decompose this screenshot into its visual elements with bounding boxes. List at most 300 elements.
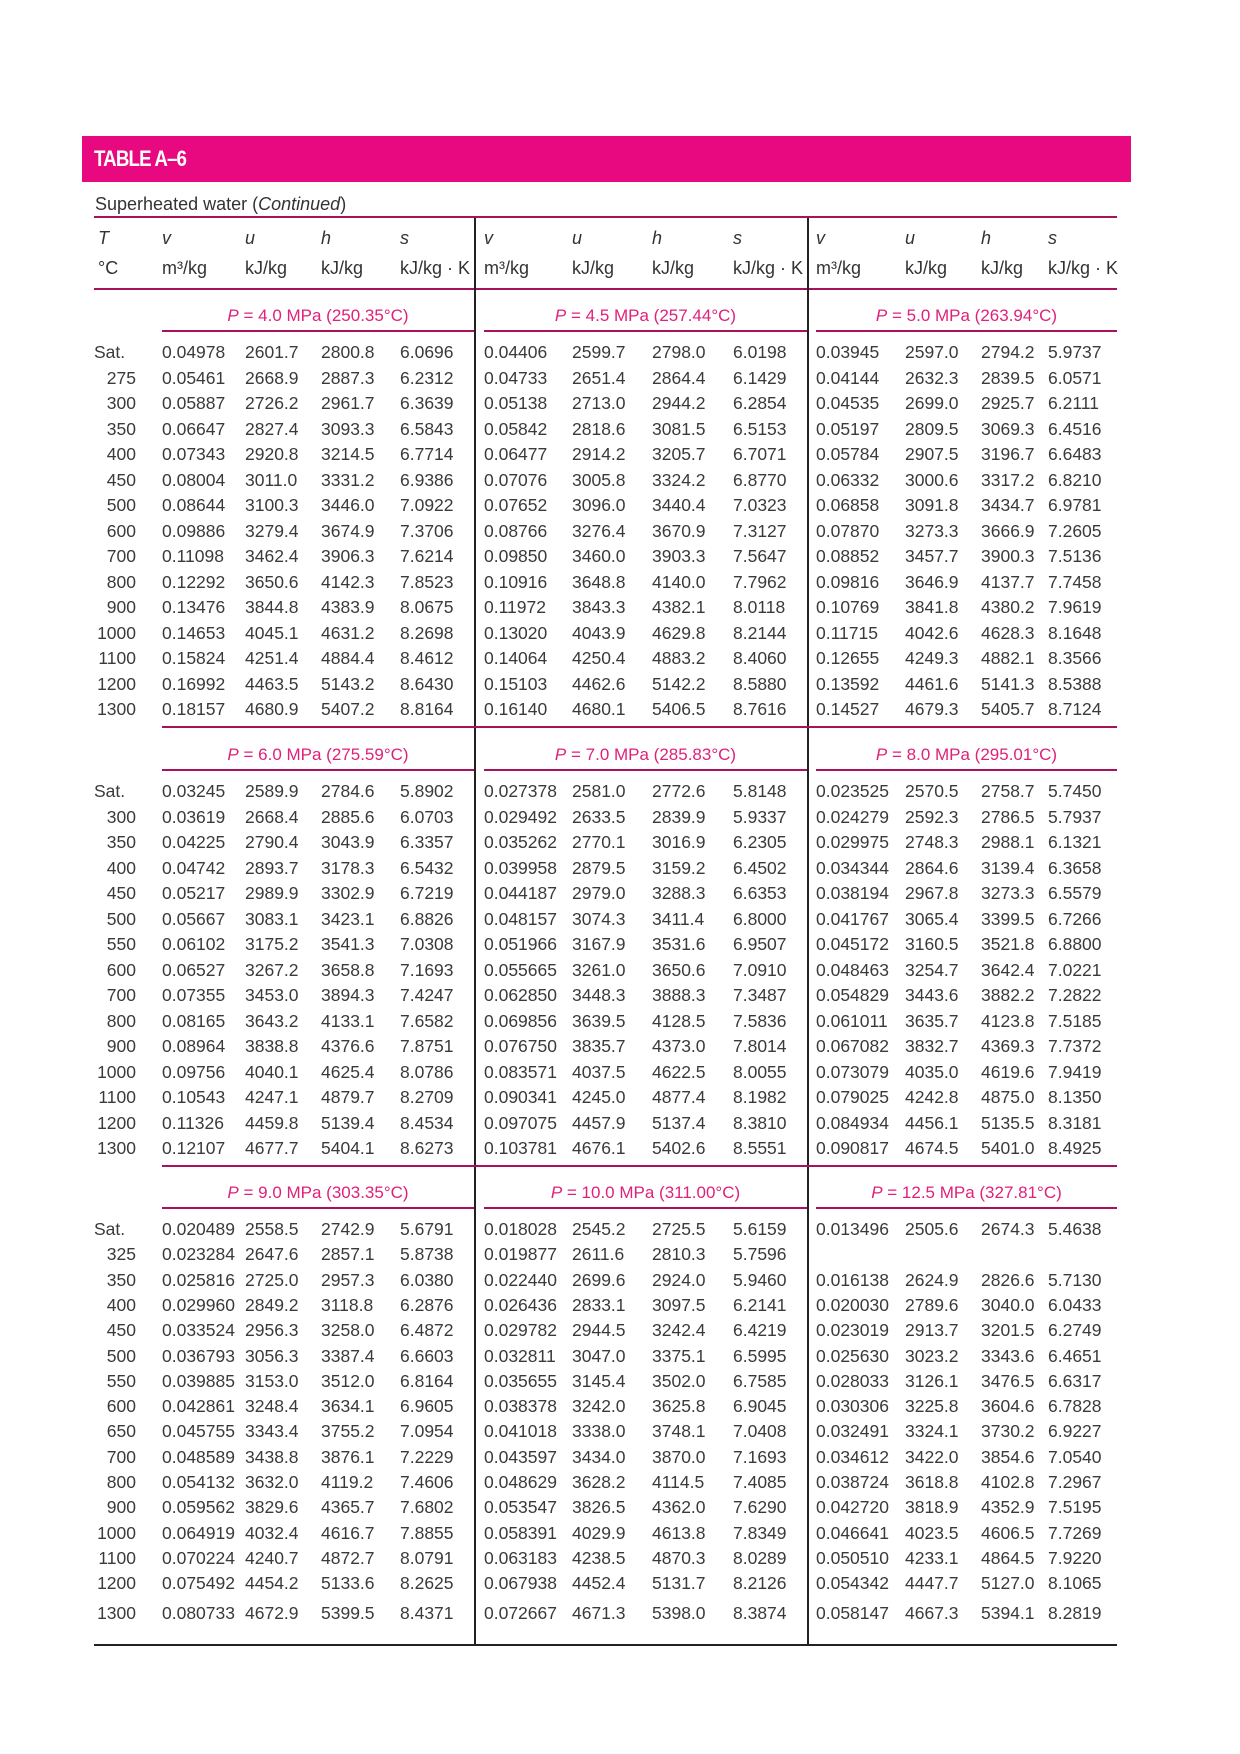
- table-cell: 3625.8: [652, 1396, 706, 1417]
- table-cell: 6.7828: [1048, 1396, 1102, 1417]
- table-cell: 0.018028: [484, 1219, 557, 1239]
- table-cell: 5.6159: [733, 1219, 787, 1239]
- table-cell: 3167.9: [572, 934, 626, 954]
- table-cell: 3126.1: [905, 1370, 959, 1391]
- table-cell: 3755.2: [321, 1421, 375, 1442]
- table-cell: 7.6582: [400, 1010, 454, 1031]
- table-cell: 0.10769: [816, 597, 880, 617]
- section-rule: [484, 330, 807, 332]
- table-cell: 0.030306: [816, 1396, 889, 1417]
- table-cell: 0.022440: [484, 1269, 557, 1290]
- table-cell: 7.8855: [400, 1522, 454, 1543]
- table-cell: 3338.0: [572, 1421, 626, 1442]
- header-symbol: h: [652, 228, 663, 248]
- table-cell: 4619.6: [981, 1061, 1035, 1082]
- table-cell: 0.062850: [484, 985, 557, 1005]
- pressure-title: P = 4.0 MPa (250.35°C): [227, 306, 409, 325]
- table-cell: 0.04742: [162, 857, 226, 878]
- table-cell: 6.5995: [733, 1345, 787, 1366]
- table-cell: 0.029960: [162, 1294, 235, 1315]
- table-cell: 8.2819: [1048, 1602, 1102, 1623]
- table-cell: 4251.4: [245, 648, 299, 668]
- header-unit: kJ/kg: [321, 258, 364, 278]
- table-cell: 3273.3: [905, 520, 959, 541]
- table-cell: 3829.6: [245, 1497, 299, 1518]
- table-cell: 7.1693: [733, 1446, 787, 1467]
- table-cell: 2956.3: [245, 1320, 299, 1341]
- table-cell: 3411.4: [652, 908, 705, 929]
- table-cell: 7.8523: [400, 571, 454, 592]
- table-cell: 5404.1: [321, 1138, 375, 1158]
- section-end-rule: [162, 726, 1117, 728]
- table-cell: 2887.3: [321, 367, 375, 388]
- table-cell: 6.2749: [1048, 1320, 1102, 1341]
- table-cell: 3145.4: [572, 1370, 626, 1391]
- table-cell: 0.10916: [484, 571, 548, 592]
- table-cell: 3900.3: [981, 546, 1035, 566]
- table-cell: 3854.6: [981, 1446, 1035, 1467]
- table-cell: 4613.8: [652, 1522, 706, 1543]
- table-cell: 7.0408: [733, 1421, 787, 1442]
- table-cell: 3635.7: [905, 1010, 959, 1031]
- table-cell: 2849.2: [245, 1294, 299, 1315]
- table-cell: 3632.0: [245, 1472, 299, 1492]
- table-cell: 0.15824: [162, 648, 226, 668]
- section-rule: [162, 769, 474, 771]
- table-cell: 4137.7: [981, 571, 1035, 592]
- table-cell: 8.6273: [400, 1138, 454, 1158]
- table-cell: 0.028033: [816, 1370, 889, 1391]
- pressure-title: P = 12.5 MPa (327.81°C): [871, 1183, 1062, 1202]
- pressure-title: P = 7.0 MPa (285.83°C): [554, 745, 737, 764]
- temperature-cell: 1200: [97, 1573, 136, 1594]
- table-cell: 4029.9: [572, 1522, 626, 1543]
- header-rule: [94, 288, 1117, 290]
- table-cell: 3674.9: [321, 520, 375, 541]
- table-cell: 2833.1: [572, 1294, 626, 1315]
- table-cell: 5135.5: [981, 1112, 1035, 1133]
- table-cell: 5405.7: [981, 699, 1035, 719]
- table-cell: 3460.0: [572, 546, 626, 566]
- table-cell: 0.11098: [162, 546, 224, 566]
- temperature-cell: 300: [106, 806, 136, 827]
- table-cell: 8.4612: [400, 648, 454, 668]
- table-cell: 4123.8: [981, 1010, 1035, 1031]
- temperature-cell: Sat.: [94, 1219, 126, 1239]
- table-cell: 0.048463: [816, 959, 889, 980]
- table-cell: 0.084934: [816, 1112, 889, 1133]
- table-cell: 4119.2: [321, 1472, 374, 1492]
- table-cell: 0.05842: [484, 418, 548, 439]
- table-cell: 0.07076: [484, 469, 548, 490]
- header-unit: kJ/kg · K: [1048, 258, 1119, 278]
- table-cell: 5402.6: [652, 1138, 706, 1158]
- table-cell: 3047.0: [572, 1345, 626, 1366]
- table-cell: 0.083571: [484, 1061, 557, 1082]
- table-cell: 8.5388: [1048, 673, 1102, 694]
- table-cell: 3670.9: [652, 520, 706, 541]
- table-cell: 2725.5: [652, 1219, 706, 1239]
- table-cell: 3016.9: [652, 832, 706, 852]
- table-cell: 0.038194: [816, 883, 889, 903]
- temperature-cell: 400: [106, 444, 136, 464]
- header-symbol: T: [98, 228, 109, 248]
- temperature-cell: 350: [106, 1269, 136, 1290]
- table-cell: 0.11326: [162, 1112, 224, 1133]
- table-cell: 6.2111: [1048, 393, 1099, 413]
- table-cell: 0.020030: [816, 1294, 889, 1315]
- table-cell: 7.7269: [1048, 1522, 1102, 1543]
- table-cell: 0.080733: [162, 1602, 235, 1623]
- table-cell: 0.08004: [162, 469, 226, 490]
- table-cell: 2597.0: [905, 342, 959, 362]
- table-cell: 0.04733: [484, 367, 548, 388]
- table-cell: 5407.2: [321, 699, 375, 719]
- table-cell: 3331.2: [321, 469, 375, 490]
- table-cell: 8.7616: [733, 699, 787, 719]
- header-symbol: u: [905, 228, 916, 248]
- table-cell: 0.09886: [162, 520, 226, 541]
- table-cell: 3267.2: [245, 959, 299, 980]
- section-rule: [484, 1207, 807, 1209]
- header-symbol: s: [733, 228, 742, 248]
- table-cell: 8.4060: [733, 648, 787, 668]
- table-cell: 3178.3: [321, 857, 375, 878]
- table-cell: 7.4247: [400, 985, 454, 1005]
- table-cell: 0.05138: [484, 393, 548, 413]
- table-cell: 3317.2: [981, 469, 1035, 490]
- table-cell: 0.045172: [816, 934, 889, 954]
- table-cell: 0.029975: [816, 832, 889, 852]
- table-cell: 2505.6: [905, 1219, 959, 1239]
- temperature-cell: Sat.: [94, 342, 126, 362]
- table-cell: 6.6353: [733, 883, 787, 903]
- pressure-title: P = 10.0 MPa (311.00°C): [550, 1183, 741, 1202]
- table-cell: 5.9337: [733, 806, 787, 827]
- table-cell: 5.7596: [733, 1244, 787, 1265]
- header-symbol: s: [1048, 228, 1057, 248]
- table-cell: 2989.9: [245, 883, 299, 903]
- temperature-cell: 450: [106, 883, 136, 903]
- table-cell: 0.07343: [162, 444, 226, 464]
- table-cell: 2758.7: [981, 781, 1035, 801]
- table-cell: 0.024279: [816, 806, 889, 827]
- table-cell: 5.8738: [400, 1244, 454, 1265]
- table-cell: 7.9220: [1048, 1547, 1102, 1568]
- table-cell: 2725.0: [245, 1269, 299, 1290]
- temperature-cell: Sat.: [94, 781, 126, 801]
- table-cell: 7.5647: [733, 546, 787, 566]
- table-cell: 0.064919: [162, 1522, 235, 1543]
- table-cell: 5127.0: [981, 1573, 1035, 1594]
- top-rule: [94, 216, 1117, 218]
- table-cell: 4369.3: [981, 1036, 1035, 1056]
- table-cell: 8.0118: [733, 597, 786, 617]
- table-cell: 6.8164: [400, 1370, 454, 1391]
- table-cell: 0.06477: [484, 444, 548, 464]
- table-cell: 0.023019: [816, 1320, 889, 1341]
- table-cell: 6.1429: [733, 367, 787, 388]
- table-cell: 4879.7: [321, 1087, 375, 1107]
- table-cell: 2713.0: [572, 393, 626, 413]
- table-cell: 0.038378: [484, 1396, 557, 1417]
- table-cell: 3639.5: [572, 1010, 626, 1031]
- table-cell: 4382.1: [652, 597, 706, 617]
- table-cell: 6.9045: [733, 1396, 787, 1417]
- temperature-cell: 325: [106, 1244, 136, 1265]
- table-cell: 3835.7: [572, 1036, 626, 1056]
- table-cell: 0.027378: [484, 781, 557, 801]
- table-cell: 7.7458: [1048, 571, 1102, 592]
- table-cell: 3065.4: [905, 908, 959, 929]
- header-unit: m³/kg: [162, 258, 207, 278]
- table-cell: 4875.0: [981, 1087, 1035, 1107]
- table-cell: 0.090341: [484, 1087, 557, 1107]
- table-cell: 3446.0: [321, 495, 375, 515]
- table-cell: 7.8751: [400, 1036, 454, 1056]
- table-cell: 0.038724: [816, 1472, 889, 1492]
- table-cell: 7.2605: [1048, 520, 1102, 541]
- table-cell: 2810.3: [652, 1244, 706, 1265]
- table-cell: 3748.1: [652, 1421, 706, 1442]
- table-cell: 4238.5: [572, 1547, 626, 1568]
- table-cell: 0.033524: [162, 1320, 235, 1341]
- table-cell: 0.05197: [816, 418, 880, 439]
- table-cell: 2961.7: [321, 393, 375, 413]
- table-cell: 8.1065: [1048, 1573, 1102, 1594]
- table-cell: 0.023525: [816, 781, 889, 801]
- table-cell: 6.7585: [733, 1370, 787, 1391]
- table-cell: 3387.4: [321, 1345, 375, 1366]
- table-cell: 4233.1: [905, 1547, 959, 1568]
- table-cell: 2651.4: [572, 367, 626, 388]
- table-cell: 2784.6: [321, 781, 375, 801]
- table-cell: 0.09850: [484, 546, 548, 566]
- table-cell: 0.079025: [816, 1087, 889, 1107]
- table-cell: 5133.6: [321, 1573, 375, 1594]
- table-cell: 3541.3: [321, 934, 375, 954]
- temperature-cell: 700: [106, 546, 136, 566]
- table-cell: 2581.0: [572, 781, 626, 801]
- section-end-rule: [162, 1165, 1117, 1167]
- table-cell: 3666.9: [981, 520, 1035, 541]
- table-cell: 8.1648: [1048, 622, 1102, 643]
- table-cell: 2647.6: [245, 1244, 299, 1265]
- table-cell: 7.2822: [1048, 985, 1102, 1005]
- table-cell: 4140.0: [652, 571, 706, 592]
- table-cell: 7.5185: [1048, 1010, 1102, 1031]
- table-cell: 4679.3: [905, 699, 959, 719]
- table-cell: 0.11715: [816, 622, 878, 643]
- table-cell: 4616.7: [321, 1522, 375, 1543]
- table-cell: 4676.1: [572, 1138, 626, 1158]
- table-cell: 6.3639: [400, 393, 454, 413]
- table-cell: 4250.4: [572, 648, 626, 668]
- table-cell: 3818.9: [905, 1497, 959, 1518]
- table-cell: 2827.4: [245, 418, 299, 439]
- table-cell: 5.8902: [400, 781, 454, 801]
- table-cell: 3843.3: [572, 597, 626, 617]
- table-cell: 0.04406: [484, 342, 548, 362]
- table-cell: 6.0198: [733, 342, 787, 362]
- table-cell: 0.05784: [816, 444, 880, 464]
- table-cell: 0.067082: [816, 1036, 889, 1056]
- table-cell: 5394.1: [981, 1602, 1035, 1623]
- temperature-cell: 700: [106, 985, 136, 1005]
- table-cell: 0.041018: [484, 1421, 557, 1442]
- temperature-cell: 700: [106, 1446, 136, 1467]
- table-cell: 3832.7: [905, 1036, 959, 1056]
- table-cell: 0.08644: [162, 495, 226, 515]
- table-cell: 7.2229: [400, 1446, 454, 1467]
- table-cell: 3512.0: [321, 1370, 375, 1391]
- table-cell: 0.08766: [484, 520, 548, 541]
- table-cell: 2925.7: [981, 393, 1035, 413]
- table-cell: 4035.0: [905, 1061, 959, 1082]
- table-cell: 3196.7: [981, 444, 1035, 464]
- header-symbol: u: [245, 228, 256, 248]
- column-divider: [807, 218, 809, 1646]
- table-cell: 0.076750: [484, 1036, 557, 1056]
- table-cell: 7.3706: [400, 520, 454, 541]
- table-cell: 0.036793: [162, 1345, 235, 1366]
- table-cell: 0.097075: [484, 1112, 557, 1133]
- header-symbol: v: [162, 228, 171, 248]
- pressure-title: P = 9.0 MPa (303.35°C): [227, 1183, 409, 1202]
- table-cell: 0.041767: [816, 908, 889, 929]
- table-cell: 0.034612: [816, 1446, 889, 1467]
- table-cell: 0.039958: [484, 857, 557, 878]
- table-cell: 3288.3: [652, 883, 706, 903]
- table-cell: 7.5836: [733, 1010, 787, 1031]
- table-cell: 4877.4: [652, 1087, 706, 1107]
- table-cell: 6.8826: [400, 908, 454, 929]
- table-cell: 3643.2: [245, 1010, 299, 1031]
- table-cell: 2864.4: [652, 367, 706, 388]
- table-cell: 2632.3: [905, 367, 959, 388]
- table-cell: 0.06102: [162, 934, 226, 954]
- table-cell: 0.05461: [162, 367, 226, 388]
- table-cell: 8.0791: [400, 1547, 454, 1568]
- header-unit: °C: [98, 258, 119, 278]
- table-cell: 0.18157: [162, 699, 226, 719]
- table-cell: 3248.4: [245, 1396, 299, 1417]
- table-cell: 0.029782: [484, 1320, 557, 1341]
- table-cell: 4037.5: [572, 1061, 626, 1082]
- table-cell: 0.04978: [162, 342, 226, 362]
- table-cell: 8.5880: [733, 673, 787, 694]
- table-cell: 3225.8: [905, 1396, 959, 1417]
- table-cell: 0.045755: [162, 1421, 235, 1442]
- table-cell: 2857.1: [321, 1244, 375, 1265]
- table-cell: 2589.9: [245, 781, 299, 801]
- table-cell: 3634.1: [321, 1396, 375, 1417]
- table-cell: 6.7714: [400, 444, 454, 464]
- table-cell: 4677.7: [245, 1138, 299, 1158]
- table-cell: 0.035262: [484, 832, 557, 852]
- table-cell: 3205.7: [652, 444, 706, 464]
- temperature-cell: 300: [106, 393, 136, 413]
- table-cell: 0.08852: [816, 546, 880, 566]
- table-cell: 0.039885: [162, 1370, 235, 1391]
- table-cell: 6.5153: [733, 418, 787, 439]
- table-cell: 0.029492: [484, 806, 557, 827]
- table-cell: 0.07870: [816, 520, 880, 541]
- table-cell: 4459.8: [245, 1112, 299, 1133]
- table-cell: 4625.4: [321, 1061, 375, 1082]
- table-cell: 4247.1: [245, 1087, 299, 1107]
- table-cell: 0.103781: [484, 1138, 557, 1158]
- table-cell: 4671.3: [572, 1602, 626, 1623]
- table-cell: 7.0540: [1048, 1446, 1102, 1467]
- table-cell: 0.023284: [162, 1244, 235, 1265]
- table-subtitle: [95, 194, 346, 215]
- table-cell: 0.058147: [816, 1602, 889, 1623]
- table-cell: 0.059562: [162, 1497, 235, 1518]
- table-cell: 7.7372: [1048, 1036, 1102, 1056]
- table-cell: 0.013496: [816, 1219, 889, 1239]
- table-cell: 3838.8: [245, 1036, 299, 1056]
- table-cell: 2668.9: [245, 367, 299, 388]
- table-cell: 8.7124: [1048, 699, 1102, 719]
- table-cell: 3324.1: [905, 1421, 959, 1442]
- table-cell: 0.16140: [484, 699, 548, 719]
- temperature-cell: 600: [106, 520, 136, 541]
- table-cell: 4362.0: [652, 1497, 706, 1518]
- table-cell: 3201.5: [981, 1320, 1035, 1341]
- table-cell: 2611.6: [572, 1244, 625, 1265]
- table-cell: 4680.9: [245, 699, 299, 719]
- header-unit: kJ/kg: [572, 258, 615, 278]
- temperature-cell: 600: [106, 1396, 136, 1417]
- table-cell: 2839.9: [652, 806, 706, 827]
- table-cell: 0.048157: [484, 908, 557, 929]
- table-cell: 0.08165: [162, 1010, 226, 1031]
- table-cell: 3040.0: [981, 1294, 1035, 1315]
- table-cell: 0.026436: [484, 1294, 557, 1315]
- table-cell: 6.0696: [400, 342, 454, 362]
- table-cell: 0.12292: [162, 571, 226, 592]
- table-cell: 3650.6: [652, 959, 706, 980]
- table-cell: 5.9737: [1048, 342, 1102, 362]
- table-cell: 3100.3: [245, 495, 299, 515]
- table-cell: 3214.5: [321, 444, 375, 464]
- temperature-cell: 550: [106, 1370, 136, 1391]
- table-cell: 2944.5: [572, 1320, 626, 1341]
- table-cell: 3888.3: [652, 985, 706, 1005]
- table-cell: 6.2876: [400, 1294, 454, 1315]
- table-cell: 7.6802: [400, 1497, 454, 1518]
- table-cell: 2674.3: [981, 1219, 1035, 1239]
- table-cell: 4128.5: [652, 1010, 706, 1031]
- table-cell: 0.063183: [484, 1547, 557, 1568]
- pressure-title: P = 6.0 MPa (275.59°C): [227, 745, 409, 764]
- temperature-cell: 500: [106, 908, 136, 929]
- table-cell: 7.0221: [1048, 959, 1102, 980]
- temperature-cell: 1300: [97, 699, 136, 719]
- table-cell: 6.9386: [400, 469, 454, 490]
- table-cell: 7.9619: [1048, 597, 1102, 617]
- table-cell: 3005.8: [572, 469, 626, 490]
- table-cell: 3422.0: [905, 1446, 959, 1467]
- table-cell: 2800.8: [321, 342, 375, 362]
- table-cell: 2988.1: [981, 832, 1035, 852]
- table-cell: 3628.2: [572, 1472, 626, 1492]
- table-cell: 0.042720: [816, 1497, 889, 1518]
- pressure-title: P = 4.5 MPa (257.44°C): [554, 306, 737, 325]
- temperature-cell: 350: [106, 832, 136, 852]
- section-rule: [816, 330, 1117, 332]
